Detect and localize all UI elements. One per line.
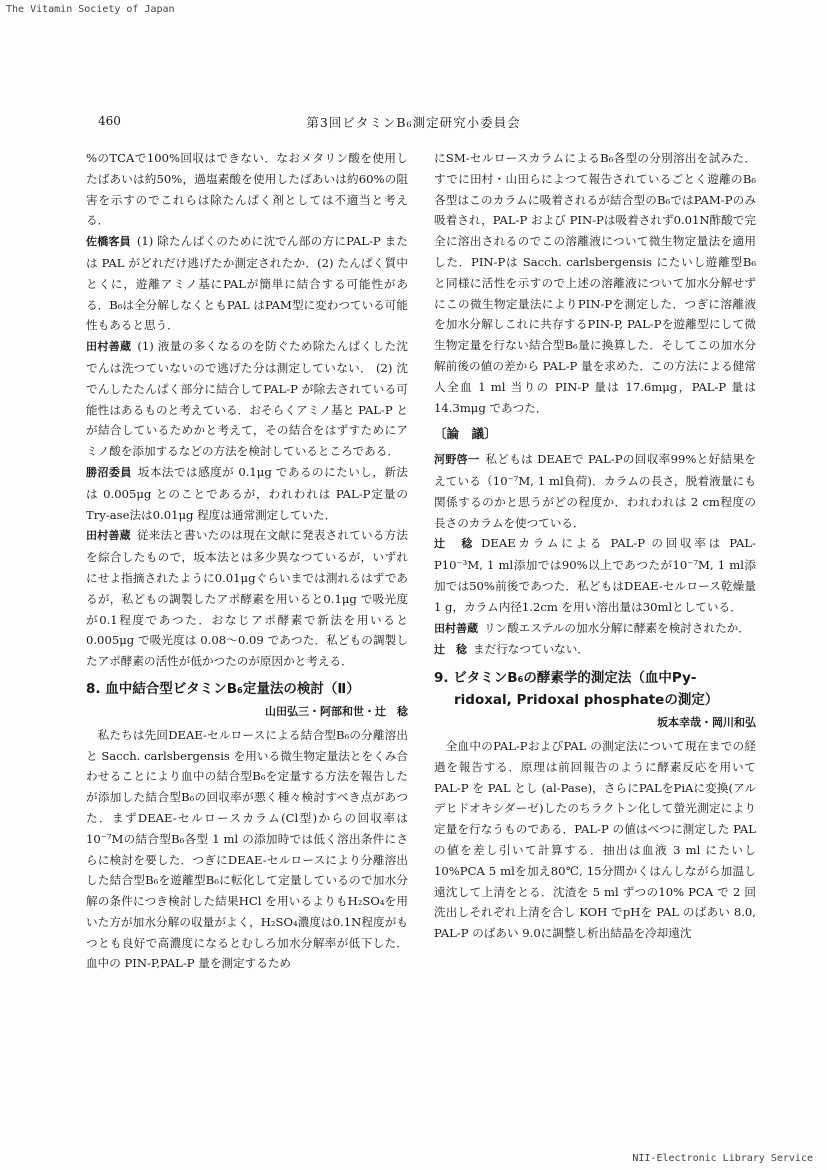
paragraph: 私たちは先回DEAE-セルロースによる結合型B₆の分離溶出と Sacch. carlsbergensis を用いる微生物定量法とをくみ合わせることにより血中の結合型B₆を定量する方法を報告したが添加した結合型B₆の回収率が悪く種々検討すべき点があつた．まずDEAE-セルロースカラム(Cl型)からの回収率は10⁻⁷Mの結合型B₆各型 1 ml の添加時では低く溶出条件にさらに検討を要した．つぎにDEAE-セルロースにより分離溶出した結合型B₆を遊離型B₆に転化して定量しているので加水分解の条件につき検討した結果HCl を用いるよりもH₂SO₄を用いた方が加水分解の収量がよく，H₂SO₄濃度は0.1N程度がもつとも良好で高濃度になるとむしろ加水分解率が低下した．血中の PIN-P,PAL-P 量を測定するため [86, 727, 408, 971]
section-8-authors: 山田弘三・阿部和世・辻 稔 [265, 704, 408, 718]
right-column [434, 148, 756, 944]
footer-service: NII-Electronic Library Service [632, 1153, 813, 1164]
speaker-remark [86, 462, 408, 525]
remark-text: 従来法と書いたのは現在文献に発表されている方法を綜合したもので，坂本法とは多少異なつているが，いずれにせよ指摘されたように0.01μgぐらいまでは測れるはずであるが，私どもの調製したアポ酵素を用いると0.1μg で吸光度が0.1程度であつた．おなじアポ酵素で新法を用いると 0.005μg で吸光度は 0.08〜0.09 であつた．私どもの調製したアポ酵素の活性が低かつたのが原因かと考える． [86, 528, 408, 669]
remark-text: 私どもは DEAEで PAL-Pの回収率99%と好結果をえている（10⁻⁷M, 1 ml負荷)．カラムの長さ，脱着液量にも関係するのかと思うがどの程度か．われわれは 2 cm程度の長さのカラムを使つている． [434, 452, 757, 530]
paragraph: %のTCAで100%回収はできない．なおメタリン酸を使用したばあいは約50%，過塩素酸を使用したばあいは約60%の阻害を示すのでこれらは除たんぱく剤としては不適当と考える． [86, 151, 408, 228]
section-9-title [434, 667, 756, 711]
running-title: 第3回ビタミンB₆測定研究小委員会 [306, 115, 521, 130]
speaker-remark [86, 231, 408, 336]
speaker-remark [86, 336, 408, 462]
speaker-remark [86, 525, 408, 672]
left-column [86, 148, 408, 974]
discussion-heading: 〔論 議〕 [434, 426, 497, 442]
section-8-title: 8. 血中結合型ビタミンB₆定量法の検討（Ⅱ） [86, 680, 360, 697]
speaker-remark [434, 639, 756, 661]
section-9-authors: 坂本幸哉・岡川和弘 [657, 716, 756, 730]
society-watermark: The Vitamin Society of Japan [6, 4, 175, 15]
speaker-name: 勝沼委員 [86, 465, 132, 479]
section-9-title-line1: 9. ビタミンB₆の酵素学的測定法（血中Py- [434, 670, 697, 687]
remark-text: (1) 除たんぱくのために沈でん部の方にPAL-P または PAL がどれだけ逃げたか測定されたか．(2) たんぱく質中とくに，遊離アミノ基にPALが簡単に結合する可能性がある．B₆は全分解しなくともPAL はPAM型に変わつている可能性もあると思う． [86, 234, 409, 333]
remark-text: まだ行なつていない． [473, 642, 589, 657]
speaker-remark [434, 618, 756, 640]
remark-text: DEAEカラムによる PAL-P の回収率は PAL-P10⁻³M, 1 ml添加では90%以上であつたが10⁻⁷M, 1 ml添加では50%前後であつた．私どもはDEAE-セルロース乾燥量 1 g，カラム内径1.2cm を用い溶出量は30mlとしている． [434, 536, 757, 614]
speaker-remark [434, 533, 756, 617]
remark-text: リン酸エステルの加水分解に酵素を検討されたか． [484, 620, 750, 635]
speaker-name: 田村善蔵 [86, 340, 132, 354]
speaker-name: 河野啓一 [434, 453, 480, 467]
page-number: 460 [98, 114, 121, 128]
speaker-name: 佐橋客員 [86, 235, 131, 249]
speaker-name: 田村善蔵 [86, 529, 131, 543]
speaker-name: 田村善蔵 [434, 621, 478, 635]
remark-text: 坂本法では感度が 0.1μg であるのにたいし，新法は 0.005μg とのことであるが，われわれは PAL-P定量の Try-ase法は0.01μg 程度は通常測定していた． [86, 464, 408, 522]
section-9-title-line2: ridoxal, Pridoxal phosphateの測定） [454, 692, 719, 709]
paragraph: 全血中のPAL-PおよびPAL の測定法について現在までの経過を報告する．原理は前回報告のように酵素反応を用いて PAL-P を PAL とし (al-Pase)，さらにPALをPiAに変換(アルデヒドオキシダーゼ)したのちラクトン化して螢光測定により定量を行なうものである．PAL-P の値はべつに測定した PALの値を差し引いて計算する．抽出は血液 3 ml にたいし10%PCA 5 mlを加え80℃, 15分間かくはんしながら加温し遠沈して上清をとる．沈渣を 5 ml ずつの10% PCA で 2 回洗出しそれぞれ上清を合し KOH でpHを PAL のばあい 8.0, PAL-P のばあい 9.0に調整し析出結晶を冷却遠沈 [434, 738, 756, 941]
paragraph: にSM-セルロースカラムによるB₆各型の分別溶出を試みた．すでに田村・山田らによつて報告されているごとく遊離のB₆各型はこのカラムに吸着されるが結合型のB₆ではPAM-Pのみ吸着され，PAL-P および PIN-Pは吸着されず0.01N酢酸で完全に溶出されるのでこの溶離液について微生物定量法を適用した．PIN-Pは Sacch. carlsbergensis にたいし遊離型B₆と同様に活性を示すので上述の溶離液について加水分解せずにこの微生物定量法によりPIN-Pを測定した．つぎに溶離液を加水分解しこれに共存するPIN-P, PAL-Pを遊離型にして微生物定量を行ない結合型B₆量に換算した．そしてこの加水分解前後の値の差から PAL-P 量を求めた．この方法による健常人全血 1 ml 当りの PIN-P 量は 17.6mμg，PAL-P 量は 14.3mμg であつた． [434, 151, 756, 415]
speaker-name: 辻 稔 [434, 643, 467, 657]
speaker-name: 辻 稔 [434, 537, 476, 551]
remark-text: (1) 液量の多くなるのを防ぐため除たんぱくした沈でんは洗つていないので逃げた分は測定していない． (2) 沈でんしたたんぱく部分に結合してPAL-P が除去されている可能性はあるものと考えている．おそらくアミノ基と PAL-P とが結合しているためかと考えて，その結合をはずすためにアミノ酸を添加するなどの方法を検討しているところである． [86, 339, 408, 459]
speaker-remark [434, 449, 756, 533]
